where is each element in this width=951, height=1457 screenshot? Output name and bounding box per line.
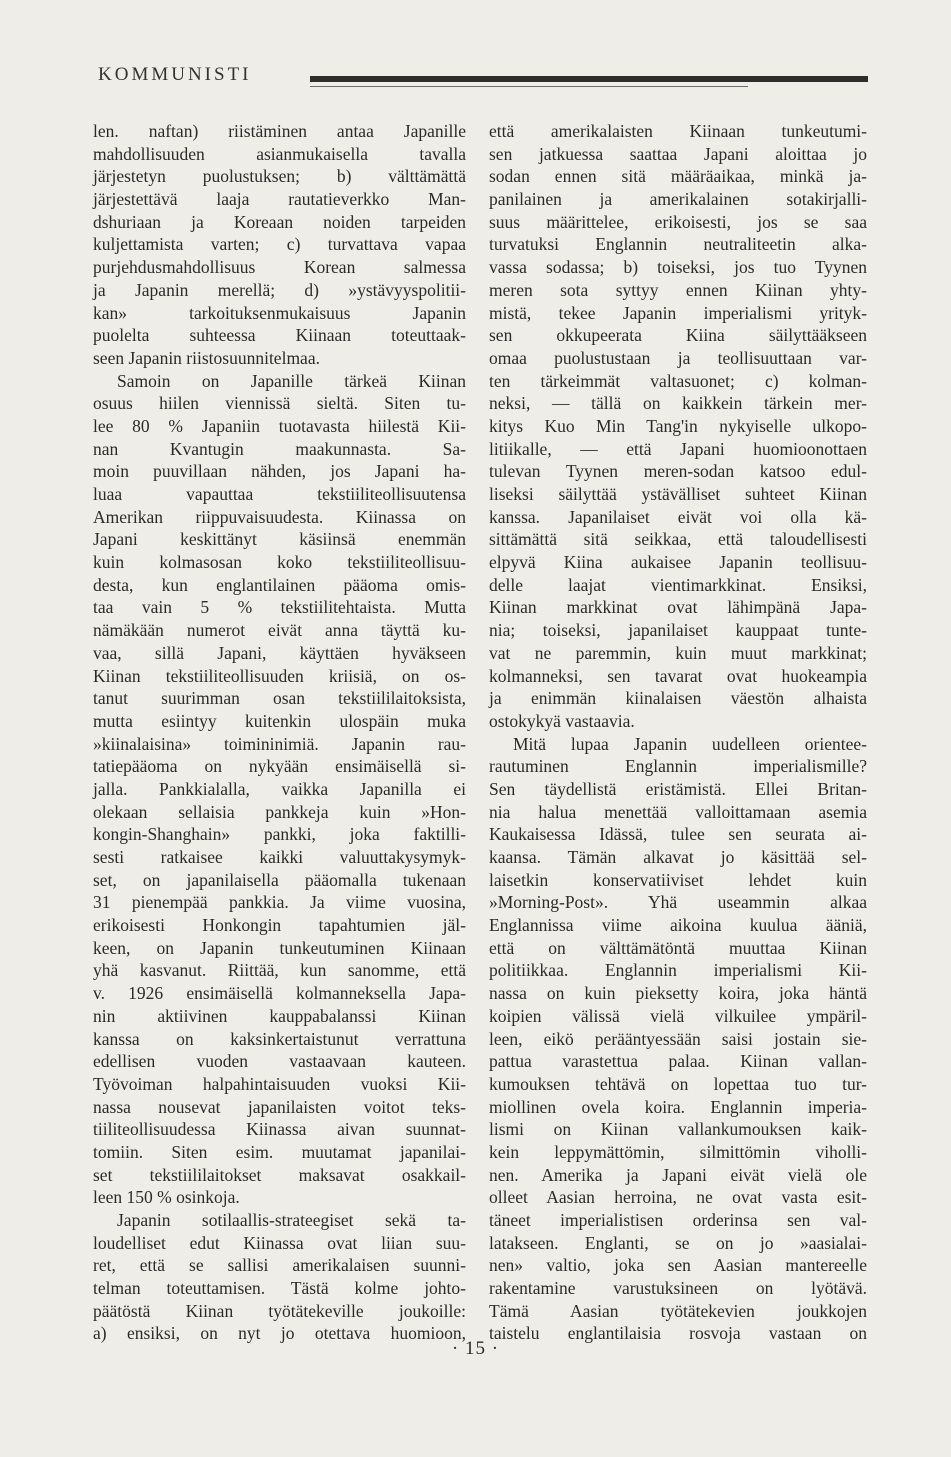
text-line: vassa sodassa; b) toiseksi, jos tuo Tyynen (489, 257, 867, 278)
text-line: purjehdusmahdollisuus Korean salmessa (93, 257, 466, 278)
text-line: dshuriaan ja Koreaan noiden tarpeiden (93, 211, 466, 232)
text-line: Amerikan riippuvaisuudesta. Kiinassa on (93, 506, 466, 527)
text-line: Tämä Aasian työtätekevien joukkojen (489, 1300, 867, 1321)
header-rule (310, 76, 868, 82)
text-line: kuin kolmasosan koko tekstiiliteollisuu- (93, 552, 466, 573)
text-line: Englannissa viime aikoina kuulua ääniä, (489, 915, 867, 936)
text-line: nia halua menettää valloittamaan asemia (489, 801, 867, 822)
text-line: nin aktiivinen kauppabalanssi Kiinan (93, 1005, 466, 1026)
text-line: ja Japanin merellä; d) »ystävyyspolitii- (93, 279, 466, 300)
text-line: sen okkupeerata Kiina säilyttääkseen (489, 325, 867, 346)
text-line: tatiepääoma on nykyään ensimäisellä si- (93, 756, 466, 777)
text-line: kan» tarkoituksenmukaisuus Japanin (93, 302, 466, 323)
text-line: nen. Amerika ja Japani eivät vielä ole (489, 1164, 867, 1185)
text-line: luaa vapauttaa tekstiiliteollisuutensa (93, 484, 466, 504)
text-line: moin puuvillaan nähden, jos Japani ha- (93, 461, 466, 482)
text-line: että on välttämätöntä muuttaa Kiinan (489, 937, 867, 958)
text-line: Japani keskittänyt käsiinsä enemmän (93, 529, 466, 550)
text-line: lismi on Kiinan vallankumouksen kaik- (489, 1119, 867, 1140)
text-line: kitys Kuo Min Tang'in nykyiselle ulkopo- (489, 415, 867, 436)
text-line: kuljettamista varten; c) turvattava vapaa (93, 234, 466, 255)
text-line: sodan ennen sitä määräaikaa, minkä ja- (489, 166, 867, 187)
text-line: Kiinan markkinat ovat lähimpänä Japa- (489, 597, 867, 618)
text-line: kongin-Shanghain» pankki, joka faktilli- (93, 824, 466, 845)
text-line: nan Kvantugin maakunnasta. Sa- (93, 438, 466, 459)
text-line: omaa puolustustaan ja teollisuuttaan var- (489, 347, 867, 368)
text-line: panilainen ja amerikalainen sotakirjalli- (489, 189, 867, 210)
text-line: tulevan Tyynen meren-sodan katsoo edul- (489, 461, 867, 482)
text-line: ostokykyä vastaavia. (489, 710, 635, 731)
text-line: koipien välissä vielä vilkuilee ympäril- (489, 1005, 867, 1026)
text-line: ret, että se sallisi amerikalaisen suunni- (93, 1255, 466, 1276)
text-line: kein leppymättömin, silmittömin viholli- (489, 1141, 867, 1162)
text-line: leen 150 % osinkoja. (93, 1187, 240, 1208)
text-line: jalla. Pankkialalla, vaikka Japanilla ei (93, 778, 466, 799)
text-line: tanut suurimman osan tekstiililaitoksista, (93, 688, 466, 709)
text-line: päätöstä Kiinan työtätekeville joukoille: (93, 1300, 466, 1321)
text-line: järjestetyn puolustuksen; b) välttämättä (93, 166, 466, 187)
text-line: osuus hiilen viennissä sieltä. Siten tu- (93, 393, 466, 414)
text-line: desta, kun englantilainen pääoma omis- (93, 574, 466, 595)
text-line: olleet Aasian herroina, ne ovat vasta esit- (489, 1187, 867, 1208)
text-line: Kaukaisessa Idässä, tulee sen seurata ai- (489, 824, 867, 845)
text-line: sen jatkuessa saattaa Japani aloittaa jo (489, 143, 867, 164)
text-line: loudelliset edut Kiinassa ovat liian suu- (93, 1232, 466, 1253)
text-line: turvatuksi Englannin neutraliteetin alka- (489, 234, 867, 255)
text-line: kumouksen tehtävä on lopettaa tuo tur- (489, 1073, 867, 1094)
text-line: rakentamine varustuksineen on lyötävä. (489, 1278, 867, 1299)
text-line: nen» valtio, joka sen Aasian mantereelle (489, 1255, 867, 1276)
text-line: Samoin on Japanille tärkeä Kiinan (117, 370, 466, 391)
text-line: ten tärkeimmät valtasuonet; c) kolman- (489, 370, 867, 391)
text-line: »kiinalaisina» toimininimiä. Japanin rau- (93, 733, 466, 754)
text-line: len. naftan) riistäminen antaa Japanille (93, 121, 466, 141)
text-line: elpyvä Kiina aukaisee Japanin teollisuu- (489, 552, 867, 573)
text-line: liseksi säilyttää ystävälliset suhteet Kiinan (489, 484, 867, 504)
text-line: 31 pienempää pankkia. Ja viime vuosina, (93, 892, 466, 913)
text-line: litiikalle, — että Japani huomioonottaen (489, 438, 867, 459)
journal-title: KOMMUNISTI (98, 64, 252, 85)
text-line: laisetkin konservatiiviset lehdet kuin (489, 869, 867, 890)
text-line: latakseen. Englanti, se on jo »aasialai- (489, 1232, 867, 1253)
text-line: politiikkaa. Englannin imperialismi Kii- (489, 960, 867, 981)
text-line: Sen täydellistä eristämistä. Ellei Britan- (489, 778, 867, 799)
text-line: että amerikalaisten Kiinaan tunkeutumi- (489, 121, 867, 141)
text-line: edellisen vuoden vastaavaan kauteen. (93, 1051, 466, 1072)
left-text-column (93, 120, 466, 1345)
running-header (98, 62, 868, 92)
text-line: v. 1926 ensimäisellä kolmanneksella Japa- (93, 983, 466, 1004)
right-text-column (489, 120, 867, 1345)
text-line: »Morning-Post». Yhä useammin alkaa (489, 892, 867, 913)
text-line: kolmanneksi, sen tavarat ovat huokeampia (489, 665, 867, 686)
text-line: pattua varastettua palaa. Kiinan vallan- (489, 1051, 867, 1072)
text-line: Kiinan tekstiiliteollisuuden kriisiä, on os- (93, 665, 466, 686)
text-line: täneet imperialistisen orderinsa sen val- (489, 1210, 867, 1230)
text-line: ja enimmän kiinalaisen väestön alhaista (489, 688, 867, 709)
text-line: kanssa on kaksinkertaistunut verrattuna (93, 1028, 466, 1049)
text-line: sesti ratkaisee kaikki valuuttakysymyk- (93, 847, 466, 867)
header-rule-thin (310, 86, 748, 87)
text-line: taistelu englantilaisia rosvoja vastaan on (489, 1323, 867, 1344)
text-line: nassa on kuin pieksetty koira, joka häntä (489, 983, 867, 1004)
text-line: vat ne paremmin, kuin muut markkinat; (489, 642, 867, 663)
text-line: seen Japanin riistosuunnitelmaa. (93, 347, 320, 368)
text-line: tomiin. Siten esim. muutamat japanilai- (93, 1141, 466, 1162)
page-number: · 15 · (451, 1338, 500, 1359)
text-line: suus määrittelee, erikoisesti, jos se saa (489, 211, 867, 232)
text-line: kaansa. Tämän alkavat jo käsittää sel- (489, 847, 867, 867)
text-line: miollinen ovela koira. Englannin imperia- (489, 1096, 867, 1117)
text-line: puolelta suhteessa Kiinaan toteuttaak- (93, 325, 466, 346)
text-line: mutta esiintyy kuitenkin ulospäin muka (93, 710, 466, 731)
text-line: meren sota syttyy ennen Kiinan yhty- (489, 279, 867, 300)
text-line: lee 80 % Japaniin tuotavasta hiilestä Kii- (93, 415, 466, 436)
text-line: Japanin sotilaallis-strateegiset sekä ta- (117, 1210, 466, 1230)
text-line: järjestettävä laaja rautatieverkko Man- (93, 189, 466, 210)
text-line: neksi, — tällä on kaikkein tärkein mer- (489, 393, 867, 414)
text-line: tiiliteollisuudessa Kiinassa aivan suunnat- (93, 1119, 466, 1140)
text-line: leen, eikö perääntyessään saisi jostain sie- (489, 1028, 867, 1049)
text-line: nämäkään numerot eivät anna täyttä ku- (93, 620, 466, 641)
text-line: set, on japanilaisella pääomalla tukenaan (93, 869, 466, 890)
text-line: nassa nousevat japanilaisten voitot teks- (93, 1096, 466, 1117)
text-line: delle laajat vientimarkkinat. Ensiksi, (489, 574, 867, 595)
text-line: set tekstiililaitokset maksavat osakkail- (93, 1164, 466, 1185)
text-line: mistä, tekee Japanin imperialismi yrityk- (489, 302, 867, 323)
text-line: mahdollisuuden asianmukaisella tavalla (93, 143, 466, 164)
text-line: nia; toiseksi, japanilaiset kauppaat tunte- (489, 620, 867, 641)
text-line: keen, on Japanin tunkeutuminen Kiinaan (93, 937, 466, 958)
text-line: telman toteuttamisen. Tästä kolme johto- (93, 1278, 466, 1299)
text-line: kanssa. Japanilaiset eivät voi olla kä- (489, 506, 867, 527)
text-line: yhä kasvanut. Riittää, kun sanomme, että (93, 960, 466, 981)
text-line: taa vain 5 % tekstiilitehtaista. Mutta (93, 597, 466, 618)
text-line: vaa, sillä Japani, käyttäen hyväkseen (93, 642, 466, 663)
text-line: rautuminen Englannin imperialismille? (489, 756, 867, 777)
text-line: a) ensiksi, on nyt jo otettava huomioon, (93, 1323, 466, 1344)
text-line: olekaan sellaisia pankkeja kuin »Hon- (93, 801, 466, 822)
text-line: sittämättä sitä seikkaa, että taloudellisesti (489, 529, 867, 550)
text-line: erikoisesti Honkongin tapahtumien jäl- (93, 915, 466, 936)
text-line: Työvoiman halpahintaisuuden vuoksi Kii- (93, 1073, 466, 1094)
text-line: Mitä lupaa Japanin uudelleen orientee- (513, 733, 867, 754)
